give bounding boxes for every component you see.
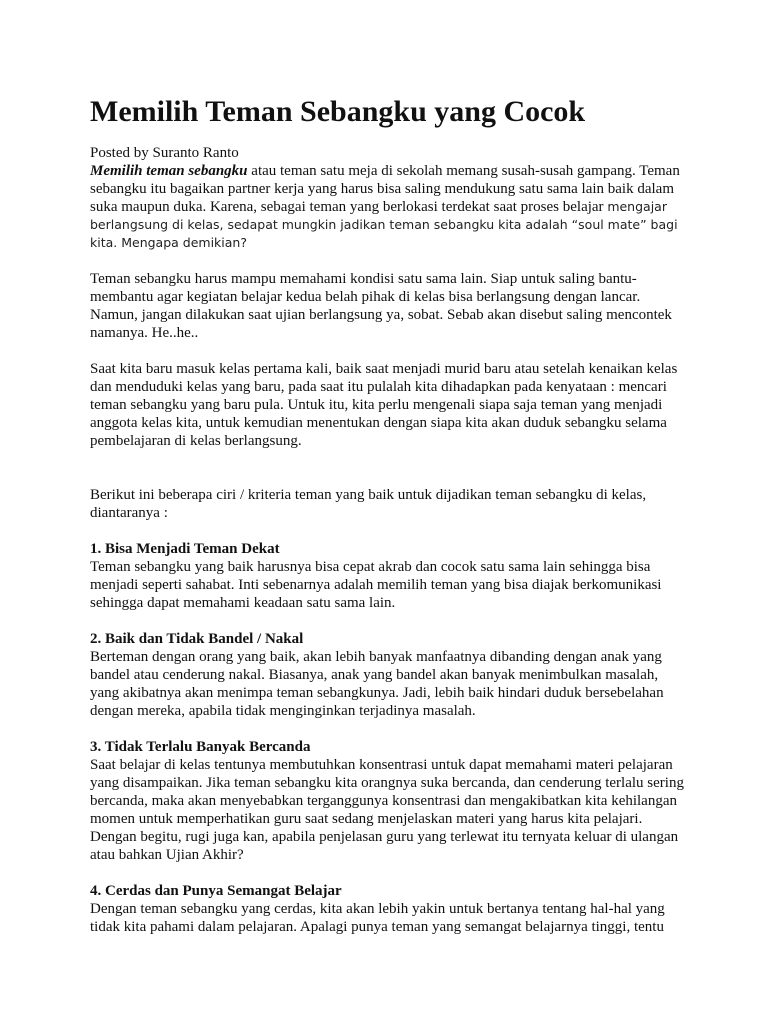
intro-emphasis: Memilih teman sebangku xyxy=(90,163,248,179)
intro-text: atau teman satu meja di sekolah memang susah-susah gampang. Teman sebangku itu bagaikan partner kerja yang harus bisa saling mendukung satu sama lain baik dalam suka maupun duka. Karena, sebagai teman yang berlokasi terdekat saat proses belajar xyxy=(90,163,680,215)
criteria-body-4: Dengan teman sebangku yang cerdas, kita akan lebih yakin untuk bertanya tentang hal-hal yang tidak kita pahami dalam pelajaran. Apalagi punya teman yang semangat belajarnya tinggi, tentu xyxy=(90,901,665,935)
byline: Posted by Suranto Ranto xyxy=(90,145,239,161)
criteria-heading-3: 3. Tidak Terlalu Banyak Bercanda xyxy=(90,739,311,755)
paragraph-2: Saat kita baru masuk kelas pertama kali, baik saat menjadi murid baru atau setelah kenaikan kelas dan menduduki kelas yang baru, pada saat itu pulalah kita dihadapkan pada kenyataan : mencari teman sebangku yang baru pula. Untuk itu, kita perlu mengenali siapa saja teman yang menjadi anggota kelas kita, untuk kemudian menentukan dengan siapa kita akan duduk sebangku selama pembelajaran di kelas berlangsung. xyxy=(90,361,678,449)
intro-paragraph xyxy=(90,162,690,252)
criteria-body-2: Berteman dengan orang yang baik, akan lebih banyak manfaatnya dibanding dengan anak yang bandel atau cenderung nakal. Biasanya, anak yang bandel akan banyak menimbulkan masalah, yang akibatnya akan menimpa teman sebangkunya. Jadi, lebih baik hindari duduk bersebelahan dengan mereka, apabila tidak menginginkan terjadinya masalah. xyxy=(90,649,664,719)
criteria-heading-4: 4. Cerdas dan Punya Semangat Belajar xyxy=(90,883,342,899)
document-title: Memilih Teman Sebangku yang Cocok xyxy=(90,95,586,128)
paragraph-1: Teman sebangku harus mampu memahami kondisi satu sama lain. Siap untuk saling bantu-membantu agar kegiatan belajar kedua belah pihak di kelas bisa berlangsung dengan lancar. Namun, jangan dilakukan saat ujian berlangsung ya, sobat. Sebab akan disebut saling mencontek namanya. He..he.. xyxy=(90,271,672,341)
criteria-body-3: Saat belajar di kelas tentunya membutuhkan konsentrasi untuk dapat memahami materi pelajaran yang disampaikan. Jika teman sebangku kita orangnya suka bercanda, dan cenderung terlalu sering bercanda, maka akan menyebabkan terganggunya konsentrasi dan mengakibatkan kita kehilangan momen untuk memperhatikan guru saat sedang menjelaskan materi yang harus kita pelajari. Dengan begitu, rugi juga kan, apabila penjelasan guru yang terlewat itu ternyata keluar di ulangan atau bahkan Ujian Akhir? xyxy=(90,757,684,863)
document-page xyxy=(90,92,690,936)
criteria-heading-1: 1. Bisa Menjadi Teman Dekat xyxy=(90,541,280,557)
criteria-body-1: Teman sebangku yang baik harusnya bisa cepat akrab dan cocok satu sama lain sehingga bisa menjadi seperti sahabat. Inti sebenarnya adalah memilih teman yang bisa diajak berkomunikasi sehingga dapat memahami keadaan satu sama lain. xyxy=(90,559,662,611)
paragraph-3: Berikut ini beberapa ciri / kriteria teman yang baik untuk dijadikan teman sebangku di kelas, diantaranya : xyxy=(90,487,647,521)
criteria-heading-2: 2. Baik dan Tidak Bandel / Nakal xyxy=(90,631,304,647)
intro-text-sans: mengajar berlangsung di kelas, sedapat mungkin jadikan teman sebangku kita adalah “soul mate” bagi kita. Mengapa demikian? xyxy=(90,199,678,250)
